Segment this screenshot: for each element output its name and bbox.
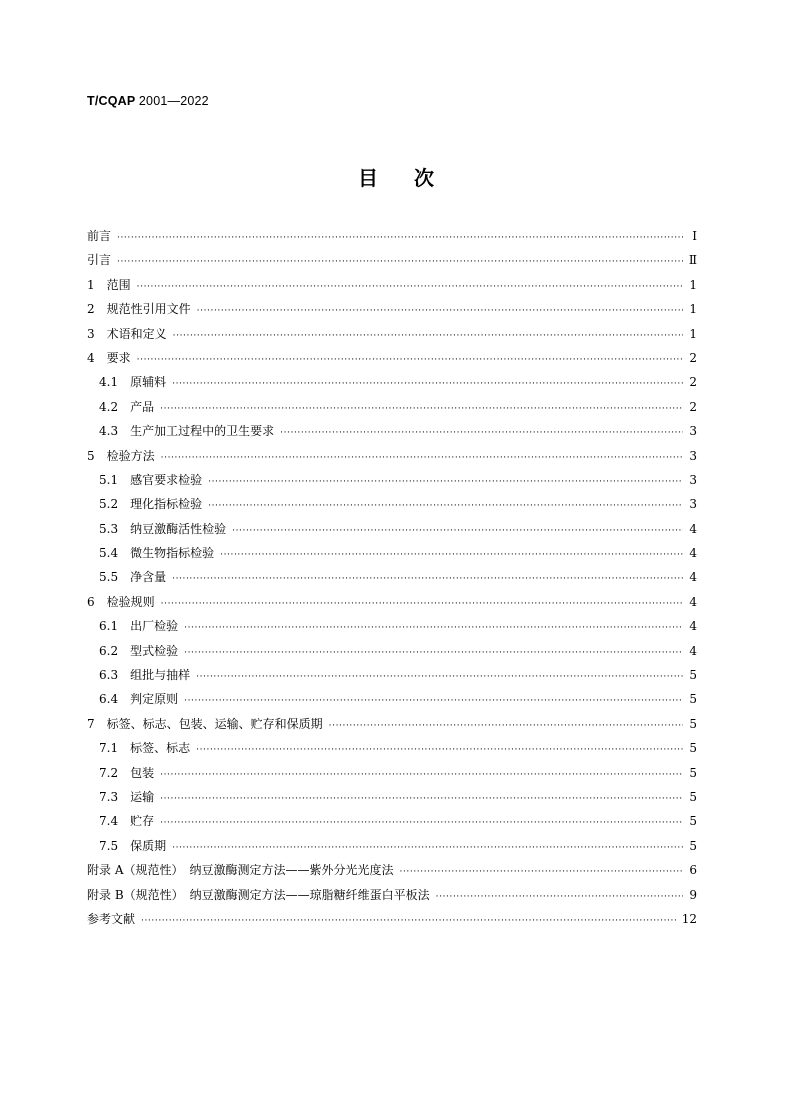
toc-entry-title: 附录 A（规范性） 纳豆激酶测定方法——紫外分光光度法 [87,863,394,878]
toc-dot-leader [184,641,683,665]
toc-dot-leader [137,275,683,299]
toc-entry-number: 7 [87,716,95,731]
toc-dot-leader [220,543,683,567]
toc-entry-title: 引言 [87,253,112,268]
toc-entry[interactable] [87,785,697,809]
toc-dot-leader [197,299,683,323]
toc-dot-leader [208,494,683,518]
toc-entry[interactable] [87,907,697,931]
toc-entry[interactable] [87,590,697,614]
toc-entry-page-number: 2 [689,399,697,414]
toc-entry-number: 5.5 [99,570,119,585]
toc-dot-leader [160,763,683,787]
toc-dot-leader [329,714,683,738]
toc-entry[interactable] [87,517,697,541]
page-title: 目次 [358,166,470,190]
toc-entry[interactable] [87,468,697,492]
toc-dot-leader [208,470,683,494]
toc-entry-page-number: 5 [689,814,697,829]
toc-entry[interactable] [87,883,697,907]
toc-entry-page-number: 6 [689,863,697,878]
toc-entry-title: 判定原则 [130,692,179,707]
toc-dot-leader [172,567,683,591]
toc-entry-title: 出厂检验 [130,619,179,634]
toc-entry-page-number: 4 [689,619,697,634]
standard-number: 2001—2022 [138,94,209,108]
toc-entry-number: 7.1 [99,741,119,756]
toc-entry-title: 前言 [87,229,112,243]
toc-entry-title: 参考文献 [87,911,136,926]
toc-entry[interactable] [87,273,697,297]
toc-dot-leader [184,689,683,713]
toc-entry[interactable] [87,639,697,663]
toc-entry-title: 净含量 [130,570,167,585]
toc-entry-number: 5.2 [99,497,119,512]
toc-entry-page-number: 9 [689,887,697,902]
toc-entry-title: 生产加工过程中的卫生要求 [130,424,275,439]
toc-entry-number: 2 [87,302,95,317]
toc-entry-number: 6.2 [99,643,119,658]
toc-entry-title: 贮存 [130,814,155,829]
toc-entry-page-number: Ⅱ [688,253,697,268]
toc-entry-title: 型式检验 [130,643,179,658]
toc-dot-leader [137,348,683,372]
toc-entry[interactable] [87,858,697,882]
toc-entry-number: 4.1 [99,375,119,390]
toc-entry[interactable] [87,663,697,687]
toc-entry[interactable] [87,419,697,443]
toc-entry-number: 6.1 [99,619,119,634]
toc-entry-title: 感官要求检验 [130,472,203,487]
toc-entry-title: 范围 [106,277,131,292]
toc-entry-number: 7.5 [99,838,119,853]
toc-entry-page-number: 5 [689,668,697,683]
toc-entry-page-number: 3 [689,497,697,512]
toc-entry-title: 规范性引用文件 [106,302,191,317]
toc-entry[interactable] [87,712,697,736]
toc-entry-page-number: 2 [689,375,697,390]
toc-entry-number: 6.3 [99,668,119,683]
toc-entry-page-number: 4 [689,643,697,658]
toc-dot-leader [172,372,683,396]
toc-entry-title: 检验方法 [106,448,155,463]
toc-entry-title: 纳豆激酶活性检验 [130,521,227,536]
toc-entry-page-number: 4 [689,546,697,561]
toc-dot-leader [117,250,683,274]
toc-entry[interactable] [87,614,697,638]
toc-entry-title: 微生物指标检验 [130,546,215,561]
toc-entry-page-number: 12 [681,911,697,926]
toc-entry[interactable] [87,541,697,565]
toc-entry-page-number: 3 [689,472,697,487]
toc-entry-number: 1 [87,277,95,292]
toc-entry-title: 附录 B（规范性） 纳豆激酶测定方法——琼脂糖纤维蛋白平板法 [87,887,430,902]
toc-entry-page-number: 3 [689,448,697,463]
toc-entry[interactable] [87,761,697,785]
toc-entry[interactable] [87,346,697,370]
toc-entry[interactable] [87,248,697,272]
toc-entry-title: 检验规则 [106,594,155,609]
toc-entry-title: 保质期 [130,838,167,853]
toc-entry-number: 6 [87,594,95,609]
toc-dot-leader [160,811,683,835]
toc-entry[interactable] [87,687,697,711]
toc-dot-leader [160,397,683,421]
toc-dot-leader [280,421,683,445]
toc-entry-number: 4.2 [99,399,119,414]
toc-entry-title: 标签、标志 [130,741,191,756]
toc-entry-number: 3 [87,326,95,341]
toc-entry-page-number: 5 [689,765,697,780]
toc-dot-leader [184,616,683,640]
toc-entry-page-number: 2 [689,350,697,365]
toc-entry-page-number: 4 [689,521,697,536]
toc-entry[interactable] [87,395,697,419]
toc-entry-title: 组批与抽样 [130,668,191,683]
toc-entry-number: 6.4 [99,692,119,707]
toc-entry-title: 要求 [106,350,131,365]
toc-entry-page-number: 1 [689,302,697,317]
toc-entry[interactable] [87,322,697,346]
toc-entry[interactable] [87,444,697,468]
toc-entry-title: 术语和定义 [106,326,167,341]
toc-dot-leader [399,860,683,884]
toc-entry-number: 4 [87,350,95,365]
toc-entry[interactable] [87,297,697,321]
toc-entry-number: 4.3 [99,424,119,439]
toc-entry-page-number: 1 [689,277,697,292]
toc-entry[interactable] [87,224,697,248]
toc-entry-number: 7.4 [99,814,119,829]
toc-dot-leader [173,324,683,348]
toc-dot-leader [161,446,683,470]
toc-entry-page-number: 5 [689,838,697,853]
toc-entry[interactable] [87,370,697,394]
toc-entry-number: 7.3 [99,789,119,804]
toc-entry-number: 5 [87,448,95,463]
toc-entry[interactable] [87,565,697,589]
toc-entry-page-number: 5 [689,716,697,731]
toc-entry-number: 5.4 [99,546,119,561]
toc-dot-leader [160,787,683,811]
toc-entry-title: 标签、标志、包装、运输、贮存和保质期 [106,716,323,731]
toc-entry-page-number: Ⅰ [692,229,697,243]
toc-entry-page-number: 5 [689,741,697,756]
toc-entry-page-number: 5 [689,789,697,804]
toc-entry-page-number: 3 [689,424,697,439]
toc-entry[interactable] [87,492,697,516]
toc-entry-page-number: 5 [689,692,697,707]
toc-entry-number: 7.2 [99,765,119,780]
toc-entry-title: 运输 [130,789,155,804]
toc-entry-title: 原辅料 [130,375,167,390]
toc-entry-title: 产品 [130,399,155,414]
toc-dot-leader [117,226,683,250]
toc-entry-page-number: 1 [689,326,697,341]
toc-entry[interactable] [87,809,697,833]
toc-dot-leader [436,885,683,909]
toc-entry-title: 包装 [130,765,155,780]
toc-entry[interactable] [87,736,697,760]
toc-dot-leader [161,592,683,616]
table-of-contents [87,224,697,931]
toc-dot-leader [232,519,683,543]
toc-entry[interactable] [87,834,697,858]
toc-dot-leader [141,909,676,933]
toc-entry-title: 理化指标检验 [130,497,203,512]
toc-dot-leader [196,665,683,689]
standard-code [87,94,209,108]
toc-dot-leader [196,738,683,762]
toc-entry-page-number: 4 [689,570,697,585]
toc-entry-page-number: 4 [689,594,697,609]
toc-entry-number: 5.3 [99,521,119,536]
standard-prefix: T/CQAP [87,94,136,108]
toc-entry-number: 5.1 [99,472,119,487]
toc-dot-leader [172,836,683,860]
